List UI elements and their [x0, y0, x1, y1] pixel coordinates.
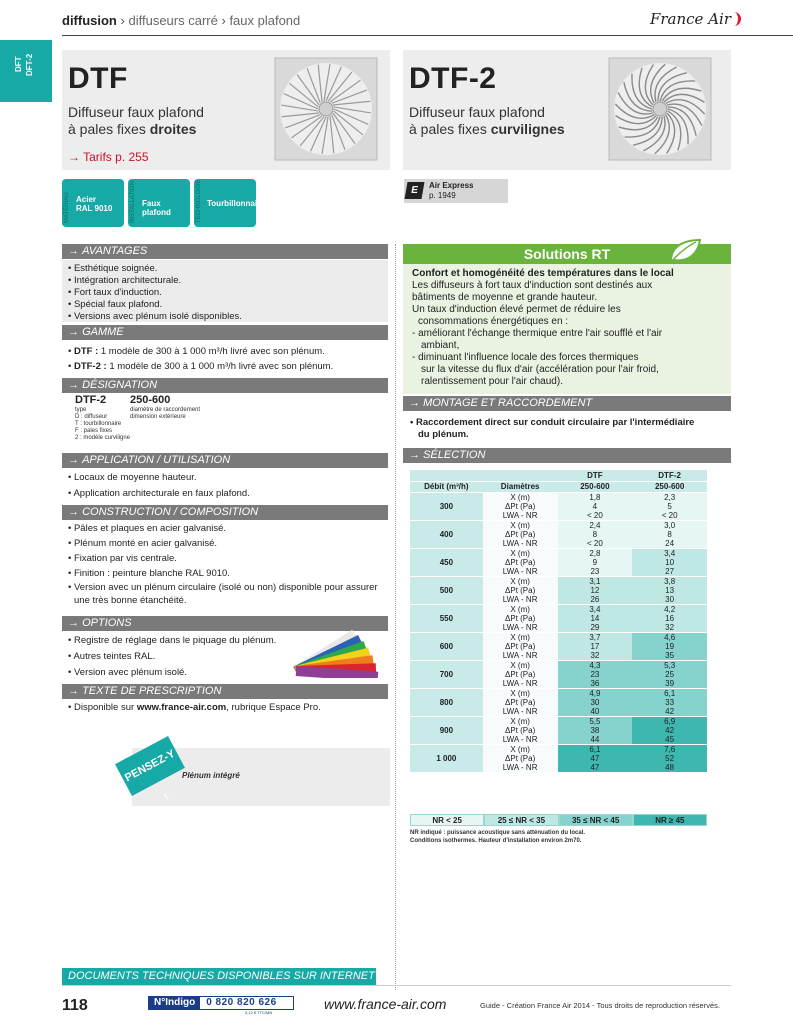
value: 2,3	[664, 492, 676, 502]
list-item: • Pâles et plaques en acier galvanisé.	[66, 521, 384, 536]
metric-label: ΔPt (Pa)	[505, 669, 536, 679]
prescription-post: , rubrique Espace Pro.	[226, 702, 321, 713]
value: 2,8	[589, 548, 601, 558]
flow-cell: 600	[410, 632, 483, 660]
column-divider	[395, 244, 396, 990]
value: 33	[665, 697, 675, 707]
value: 47	[590, 753, 600, 763]
list-item: • Spécial faux plafond.	[66, 299, 384, 311]
value: 29	[590, 622, 600, 632]
value: 52	[665, 753, 675, 763]
value: 19	[665, 641, 675, 651]
product-name-dtf: DTF	[68, 62, 128, 95]
section-application: → APPLICATION / UTILISATION	[62, 453, 388, 468]
dtf2-values-cell	[632, 744, 707, 772]
montage-line1-text: Raccordement direct sur conduit circulaire par l'intermédiaire	[415, 417, 695, 428]
value: 6,1	[664, 688, 676, 698]
product-desc-line1: Diffuseur faux plafond	[68, 104, 204, 120]
value: 27	[665, 566, 675, 576]
gamme-model: DTF-2 :	[73, 361, 107, 372]
montage-line2: du plénum.	[418, 429, 469, 440]
designation-right-notes	[130, 407, 200, 421]
dtf-values-cell	[558, 744, 633, 772]
designation-code: DTF-2	[75, 394, 107, 406]
metric-label: X (m)	[510, 604, 530, 614]
value: 10	[665, 557, 675, 567]
metric-label: X (m)	[510, 716, 530, 726]
metric-labels-cell	[483, 744, 558, 772]
color-fan-icon	[288, 628, 388, 678]
value: 12	[590, 585, 600, 595]
flow-cell: 300	[410, 492, 483, 520]
value: 32	[590, 650, 600, 660]
value: 3,4	[589, 604, 601, 614]
solutions-line: bâtiments de moyenne et grande hauteur.	[412, 292, 598, 303]
value: 6,1	[589, 744, 601, 754]
product-desc-dtf	[68, 104, 204, 138]
list-options	[62, 633, 302, 681]
metric-label: LWA - NR	[502, 762, 538, 772]
solutions-title: Solutions RT	[403, 244, 731, 264]
breadcrumb	[62, 13, 300, 28]
table-header-cell: Diamètres	[483, 481, 558, 492]
value: 32	[665, 622, 675, 632]
dtf2-values-cell	[632, 632, 707, 660]
badge-material	[62, 179, 124, 227]
breadcrumb-sub1: diffuseurs carré	[128, 13, 218, 28]
value: 48	[665, 762, 675, 772]
solutions-body	[403, 264, 731, 394]
desc-pre: à pales fixes	[68, 121, 150, 137]
value: 30	[590, 697, 600, 707]
list-application	[62, 470, 388, 502]
value: 42	[665, 706, 675, 716]
metric-label: ΔPt (Pa)	[505, 613, 536, 623]
note: dimension extérieure	[130, 414, 186, 420]
value: 26	[590, 594, 600, 604]
side-tab	[0, 40, 52, 102]
section-construction: → CONSTRUCTION / COMPOSITION	[62, 505, 388, 520]
solutions-line: consommations énergétiques en :	[418, 316, 569, 327]
brand-mark-icon	[730, 12, 741, 26]
table-row	[410, 660, 707, 688]
nr-legend	[410, 814, 707, 826]
breadcrumb-main: diffusion	[62, 13, 117, 28]
copyright: Guide - Création France Air 2014 - Tous droits de reproduction réservés.	[480, 1001, 720, 1010]
list-item: • Fort taux d'induction.	[66, 287, 384, 299]
table-header-cell: DTF-2	[632, 470, 707, 481]
section-options: → OPTIONS	[62, 616, 388, 631]
list-item: • Finition : peinture blanche RAL 9010.	[66, 566, 384, 581]
flow-cell: 550	[410, 604, 483, 632]
solutions-line: Les diffuseurs à fort taux d'induction sont destinés aux	[412, 280, 653, 291]
diffuser-curved-icon	[608, 57, 712, 161]
arrow-right-icon: →	[68, 150, 84, 164]
footer-rule	[62, 985, 731, 986]
nr-legend-item: NR < 25	[410, 814, 484, 826]
list-item: • Version avec plénum isolé.	[66, 665, 298, 681]
value: 4,3	[589, 660, 601, 670]
flow-cell: 1 000	[410, 744, 483, 772]
metric-label: ΔPt (Pa)	[505, 501, 536, 511]
section-montage: → MONTAGE ET RACCORDEMENT	[403, 396, 731, 411]
phone-number: 0 820 820 626	[206, 997, 277, 1008]
metric-label: LWA - NR	[502, 678, 538, 688]
table-notes	[410, 829, 585, 845]
dtf2-values-cell	[632, 520, 707, 548]
table-row	[410, 548, 707, 576]
designation-block	[75, 394, 275, 450]
dtf2-values-cell	[632, 604, 707, 632]
list-item	[66, 359, 384, 374]
badge-vertical: MATÉRIAU	[64, 192, 70, 223]
value: 45	[665, 734, 675, 744]
value: 8	[667, 529, 672, 539]
side-tab-line1: DFT	[14, 56, 23, 72]
table-header-cell	[483, 470, 558, 481]
section-avantages: → AVANTAGES	[62, 244, 388, 259]
dtf2-values-cell	[632, 688, 707, 716]
solutions-line: - diminuant l'influence locale des forces thermiques	[412, 352, 639, 363]
metric-label: ΔPt (Pa)	[505, 697, 536, 707]
list-gamme	[62, 344, 388, 374]
value: 13	[665, 585, 675, 595]
metric-label: X (m)	[510, 660, 530, 670]
value: 30	[665, 594, 675, 604]
badge-text: Faux plafond	[142, 199, 171, 217]
list-item: • Intégration architecturale.	[66, 275, 384, 287]
value: 3,7	[589, 632, 601, 642]
value: 6,9	[664, 716, 676, 726]
list-item: • Autres teintes RAL.	[66, 649, 298, 665]
metric-label: LWA - NR	[502, 538, 538, 548]
value: 5	[667, 501, 672, 511]
table-row	[410, 632, 707, 660]
table-row	[410, 492, 707, 520]
value: < 20	[587, 538, 603, 548]
table-header-cell	[410, 470, 483, 481]
metric-label: ΔPt (Pa)	[505, 529, 536, 539]
gamme-text: 1 modèle de 300 à 1 000 m³/h livré avec son plénum.	[106, 361, 334, 372]
value: 36	[590, 678, 600, 688]
metric-label: X (m)	[510, 576, 530, 586]
metric-label: X (m)	[510, 632, 530, 642]
breadcrumb-sub2: faux plafond	[229, 13, 301, 28]
indigo-number[interactable]	[148, 996, 294, 1010]
dtf2-values-cell	[632, 576, 707, 604]
value: 16	[665, 613, 675, 623]
value: 9	[592, 557, 598, 567]
desc-pre: à pales fixes	[409, 121, 491, 137]
breadcrumb-sep-2: ›	[221, 13, 226, 28]
metric-label: X (m)	[510, 688, 530, 698]
list-item: • Plénum monté en acier galvanisé.	[66, 536, 384, 551]
selection-table-body	[410, 470, 707, 772]
solutions-line: sur la vitesse du flux d'air (accélération pour l'air froid,	[421, 364, 659, 375]
metric-label: ΔPt (Pa)	[505, 641, 536, 651]
metric-label: LWA - NR	[502, 594, 538, 604]
note: T : tourbillonnaire	[75, 421, 122, 427]
dtf-values-cell	[558, 716, 633, 744]
side-tab-line2: DFT-2	[25, 53, 34, 76]
badge-vertical: TECHNOLOGIE	[196, 179, 202, 223]
table-note: NR indiqué : puissance acoustique sans atténuation du local.	[410, 830, 586, 836]
solutions-line: Un taux d'induction élevé permet de réduire les	[412, 304, 621, 315]
value: 2,4	[589, 520, 601, 530]
table-row	[410, 576, 707, 604]
value: 5,3	[664, 660, 676, 670]
metric-labels-cell	[483, 688, 558, 716]
table-header-row	[410, 481, 707, 492]
badge-installation	[128, 179, 190, 227]
selection-table	[410, 470, 707, 773]
badge-text: Tourbillonnaire	[207, 199, 265, 208]
dtf2-values-cell	[632, 716, 707, 744]
header-rule	[62, 35, 793, 36]
list-item: • Esthétique soignée.	[66, 263, 384, 275]
badge-text: Acier	[76, 195, 97, 204]
flow-cell: 500	[410, 576, 483, 604]
page-number: 118	[62, 997, 88, 1014]
desc-bold: curvilignes	[490, 121, 565, 137]
metric-labels-cell	[483, 632, 558, 660]
tarifs-link[interactable]	[68, 150, 149, 164]
value: 8	[592, 529, 598, 539]
metric-label: LWA - NR	[502, 650, 538, 660]
list-item: • Application architecturale en faux plafond.	[66, 486, 384, 502]
value: 17	[590, 641, 600, 651]
section-gamme: → GAMME	[62, 325, 388, 340]
docs-internet-bar[interactable]: DOCUMENTS TECHNIQUES DISPONIBLES SUR INTERNET	[62, 968, 376, 985]
value: 39	[665, 678, 675, 688]
dtf-values-cell	[558, 548, 633, 576]
value: 4	[592, 501, 598, 511]
table-row	[410, 520, 707, 548]
metric-labels-cell	[483, 660, 558, 688]
value: 3,0	[664, 520, 676, 530]
nr-legend-item: 35 ≤ NR < 45	[559, 814, 633, 826]
metric-labels-cell	[483, 576, 558, 604]
dtf-values-cell	[558, 688, 633, 716]
list-avantages	[62, 260, 388, 322]
value: 14	[590, 613, 600, 623]
value: < 20	[587, 510, 603, 520]
product-desc-line2	[68, 121, 204, 138]
dtf2-values-cell	[632, 492, 707, 520]
note: type	[75, 407, 87, 413]
badge-vertical: INSTALLATION	[130, 181, 136, 223]
note: F : pales fixes	[75, 428, 113, 434]
metric-label: LWA - NR	[502, 706, 538, 716]
value: 1,8	[589, 492, 601, 502]
flow-cell: 450	[410, 548, 483, 576]
value: 44	[590, 734, 600, 744]
metric-label: ΔPt (Pa)	[505, 725, 536, 735]
list-item: • Locaux de moyenne hauteur.	[66, 470, 384, 486]
list-item	[66, 701, 384, 715]
note: D : diffuseur	[75, 414, 108, 420]
designation-left-notes	[75, 407, 130, 442]
flow-cell: 800	[410, 688, 483, 716]
breadcrumb-sep-1: ›	[120, 13, 125, 28]
nr-legend-item: NR ≥ 45	[633, 814, 707, 826]
designation-size: 250-600	[130, 394, 171, 406]
table-header-row	[410, 470, 707, 481]
metric-label: X (m)	[510, 744, 530, 754]
value: 23	[590, 669, 600, 679]
metric-labels-cell	[483, 492, 558, 520]
table-note: Conditions isothermes. Hauteur d'installation environ 2m70.	[410, 838, 582, 844]
dtf-values-cell	[558, 492, 633, 520]
phone-label: N°Indigo	[149, 997, 200, 1009]
metric-labels-cell	[483, 604, 558, 632]
list-item	[66, 344, 384, 359]
montage-text	[410, 417, 730, 441]
prescription-link[interactable]: www.france-air.com	[136, 702, 227, 713]
table-header-cell: 250-600	[558, 481, 633, 492]
value: 4,6	[664, 632, 676, 642]
metric-label: X (m)	[510, 548, 530, 558]
table-row	[410, 604, 707, 632]
list-item: • Registre de réglage dans le piquage du plénum.	[66, 633, 298, 649]
solutions-line: - améliorant l'échange thermique entre l'air soufflé et l'air	[412, 328, 663, 339]
metric-label: LWA - NR	[502, 734, 538, 744]
value: 47	[590, 762, 600, 772]
air-express-title: Air Express	[429, 181, 474, 190]
metric-labels-cell	[483, 716, 558, 744]
value: 35	[665, 650, 675, 660]
section-designation: → DÉSIGNATION	[62, 378, 388, 393]
metric-labels-cell	[483, 548, 558, 576]
air-express-icon: E	[405, 182, 425, 199]
pensez-text: Plénum intégré	[182, 771, 240, 780]
value: < 20	[661, 510, 678, 520]
flow-cell: 700	[410, 660, 483, 688]
table-header-cell: Débit (m³/h)	[410, 481, 483, 492]
list-item: • Fixation par vis centrale.	[66, 551, 384, 566]
metric-label: LWA - NR	[502, 622, 538, 632]
phone-rate: 0,12 € TTC/MN	[245, 1010, 273, 1015]
product-desc-line1: Diffuseur faux plafond	[409, 104, 545, 120]
table-header-cell: DTF	[558, 470, 633, 481]
dtf-values-cell	[558, 576, 633, 604]
badge-technology	[194, 179, 265, 227]
leaf-icon	[668, 238, 702, 264]
list-construction	[62, 521, 388, 607]
value: 3,1	[589, 576, 601, 586]
gamme-text: 1 modèle de 300 à 1 000 m³/h livré avec son plénum.	[98, 346, 325, 357]
note: 2 : modèle curviligne	[75, 435, 131, 441]
flow-cell: 900	[410, 716, 483, 744]
value: 5,5	[589, 716, 601, 726]
list-item: • Version avec un plénum circulaire (isolé ou non) disponible pour assurer une très bonne étanchéité.	[66, 581, 384, 607]
value: 38	[590, 725, 600, 735]
list-item: • Versions avec plénum isolé disponibles.	[66, 311, 384, 323]
metric-labels-cell	[483, 520, 558, 548]
flow-cell: 400	[410, 520, 483, 548]
product-desc-line2	[409, 121, 565, 138]
section-selection: → SÉLECTION	[403, 448, 731, 463]
metric-label: X (m)	[510, 520, 530, 530]
dtf-values-cell	[558, 632, 633, 660]
value: 23	[590, 566, 600, 576]
website-link[interactable]: www.france-air.com	[324, 996, 447, 1012]
air-express-page: p. 1949	[429, 191, 456, 200]
value: 42	[665, 725, 675, 735]
table-row	[410, 716, 707, 744]
metric-label: ΔPt (Pa)	[505, 585, 536, 595]
dtf-values-cell	[558, 520, 633, 548]
table-row	[410, 744, 707, 772]
table-row	[410, 688, 707, 716]
product-name-dtf2: DTF-2	[409, 62, 497, 95]
gamme-model: DTF :	[73, 346, 99, 357]
metric-label: ΔPt (Pa)	[505, 753, 536, 763]
value: 3,8	[664, 576, 676, 586]
value: 24	[665, 538, 675, 548]
metric-label: X (m)	[510, 492, 530, 502]
value: 7,6	[664, 744, 676, 754]
solutions-heading: Confort et homogénéité des températures dans le local	[412, 268, 674, 279]
dtf2-values-cell	[632, 660, 707, 688]
diffuser-straight-icon	[274, 57, 378, 161]
list-prescription	[62, 701, 388, 715]
metric-label: ΔPt (Pa)	[505, 557, 536, 567]
metric-label: LWA - NR	[502, 510, 538, 520]
value: 4,2	[664, 604, 676, 614]
value: 4,9	[589, 688, 601, 698]
tarifs-text: Tarifs p. 255	[83, 150, 149, 164]
solutions-line: ambiant,	[421, 340, 460, 351]
value: 25	[665, 669, 675, 679]
metric-label: LWA - NR	[502, 566, 538, 576]
note: diamètre de raccordement	[130, 407, 201, 413]
montage-line1: • Raccordement direct sur conduit circulaire par l'intermédiaire	[410, 417, 695, 428]
desc-bold: droites	[149, 121, 197, 137]
pensez-tag: PENSEZ-Y !	[115, 736, 185, 796]
product-desc-dtf2	[409, 104, 565, 138]
prescription-pre: Disponible sur	[73, 702, 137, 713]
air-express-ref[interactable]	[404, 179, 508, 203]
value: 40	[590, 706, 600, 716]
brand-logo: France Air	[649, 10, 731, 28]
solutions-line: ralentissement pour l'air chaud).	[421, 376, 563, 387]
dtf2-values-cell	[632, 548, 707, 576]
nr-legend-item: 25 ≤ NR < 35	[484, 814, 558, 826]
dtf-values-cell	[558, 604, 633, 632]
section-prescription: → TEXTE DE PRESCRIPTION	[62, 684, 388, 699]
dtf-values-cell	[558, 660, 633, 688]
value: 3,4	[664, 548, 676, 558]
badge-text: RAL 9010	[76, 204, 113, 213]
table-header-cell: 250-600	[632, 481, 707, 492]
